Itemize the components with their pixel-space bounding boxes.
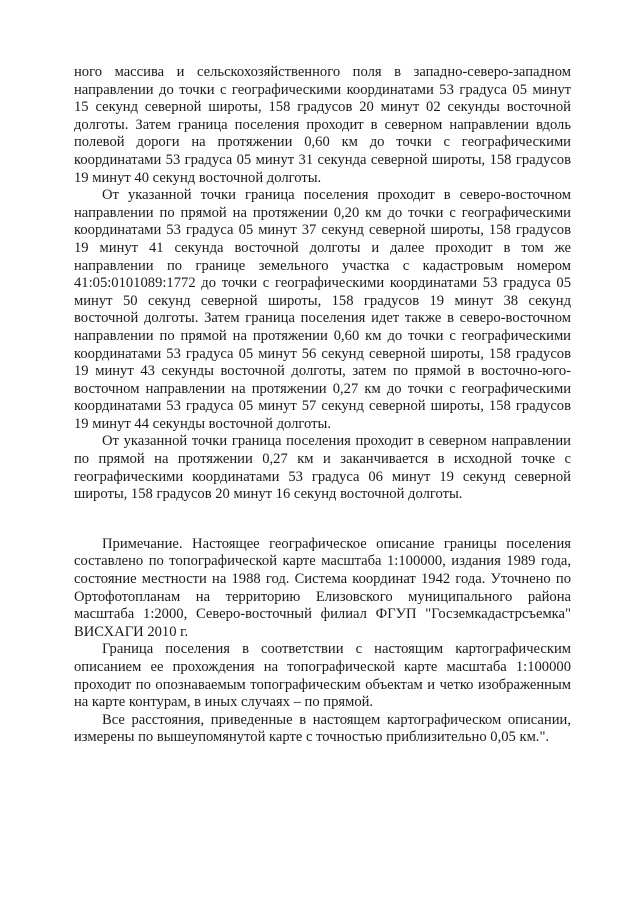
document-page <box>74 64 571 747</box>
paragraph-note: Примечание. Настоящее географическое описание границы поселения составлено по топографической карте масштаба 1:100000, издания 1989 года, состояние местности на 1988 год. Система координат 1942 года. Уточнено по Ортофотопланам на территорию Елизовского муниципального района масштаба 1:2000, Северо-восточный филиал ФГУП "Госземкадастрсъемка" ВИСХАГИ 2010 г. <box>74 535 571 640</box>
paragraph-distances: Все расстояния, приведенные в настоящем картографическом описании, измерены по вышеупомянутой карте с точностью приблизительно 0,05 км.". <box>74 711 571 746</box>
paragraph-northeast-segment: От указанной точки граница поселения проходит в северо-восточном направлении по прямой на протяжении 0,20 км до точки с географическими координатами 53 градуса 05 минут 37 секунд северной широты, 158 градусов 19 минут 41 секунда восточной долготы и далее проходит в том же направлении по границе земельного участка с кадастровым номером 41:05:0101089:1772 до точки с географическими координатами 53 градуса 05 минут 50 секунд северной широты, 158 градусов 19 минут 38 секунд восточной долготы. Затем граница поселения идет также в северо-восточном направлении по прямой на протяжении 0,60 км до точки с географическими координатами 53 градуса 05 минут 56 секунд северной широты, 158 градусов 19 минут 43 секунды восточной долготы, затем по прямой в восточно-юго-восточном направлении на протяжении 0,27 км до точки с географическими координатами 53 градуса 05 минут 57 секунд северной широты, 158 градусов 19 минут 44 секунды восточной долготы. <box>74 187 571 432</box>
section-gap <box>74 504 571 536</box>
paragraph-boundary-rule: Граница поселения в соответствии с настоящим картографическим описанием ее прохождения на топографической карте масштаба 1:100000 проходит по опознаваемым топографическим объектам и четко изображенным на карте контурам, в иных случаях – по прямой. <box>74 641 571 711</box>
paragraph-continuation: ного массива и сельскохозяйственного поля в западно-северо-западном направлении до точки с географическими координатами 53 градуса 05 минут 15 секунд северной широты, 158 градусов 20 минут 02 секунды восточной долготы. Затем граница поселения проходит в северном направлении вдоль полевой дороги на протяжении 0,60 км до точки с географическими координатами 53 градуса 05 минут 31 секунда северной широты, 158 градусов 19 минут 40 секунд восточной долготы. <box>74 64 571 186</box>
paragraph-final-segment: От указанной точки граница поселения проходит в северном направлении по прямой на протяжении 0,27 км и заканчивается в исходной точке с географическими координатами 53 градуса 06 минут 19 секунд северной широты, 158 градусов 20 минут 16 секунд восточной долготы. <box>74 433 571 503</box>
